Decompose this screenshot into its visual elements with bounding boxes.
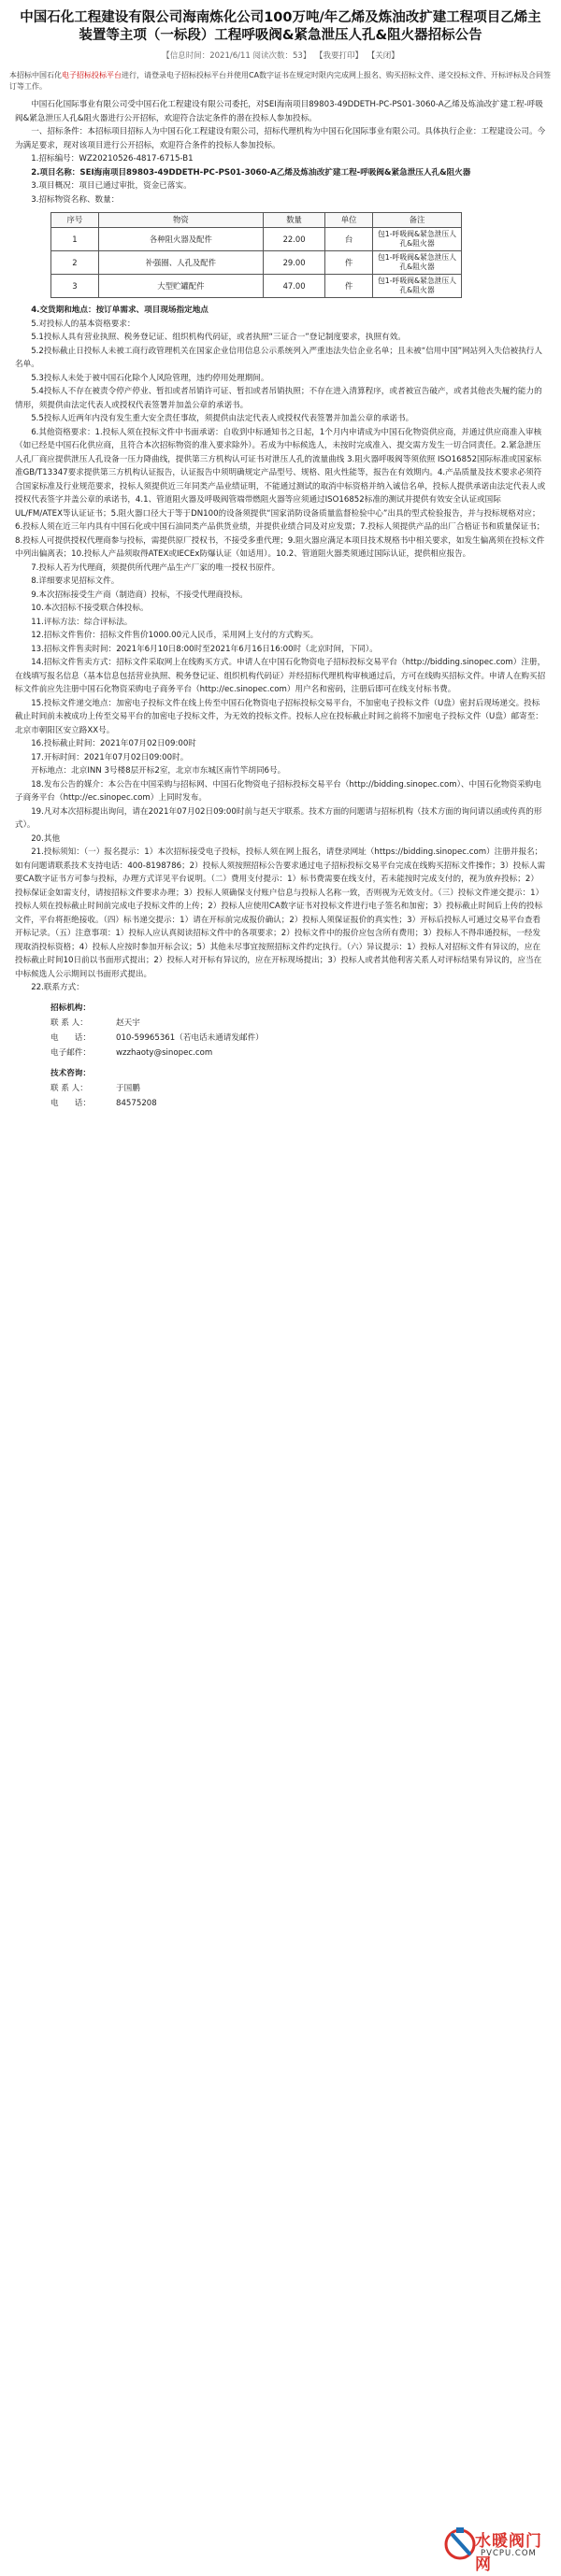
tech-person: 于国鹏 xyxy=(116,1083,140,1093)
col-qty: 数量 xyxy=(263,213,324,228)
platform-notice: 本招标中国石化电子招标投标平台进行，请登录电子招标投标平台并使用CA数字证书在规定时限内完成网上报名、购买招标文件、递交投标文件、开标评标及合同签订等工作。 xyxy=(9,71,552,91)
tech-phone: 84575208 xyxy=(116,1098,157,1108)
section-21: 21.投标须知：（一）报名提示：1）本次招标接受电子投标，投标人须在网上报名，请登录网址（https://bidding.sinopec.com）注册并报名；如有问题请联系技术支持电话：400-8198786；2）投标人须按照招标公告要求通过电子招标投标交易平台完成在线购买招标文件操作；3）投标人需要CA数字证书方可参与投标，办理方式详见平台说明。（二）费用支付提示：1）标书费需要在线支付，若未能按时完成支付的，视为放弃投标；2）投标保证金如需支付，请按招标文件要求办理；3）投标人须确保支付账户信息与投标人名称一致，否则视为无效支付。（三）投标文件递交提示：1）投标人须在投标截止时间前完成电子投标文件的上传；2）投标人应使用CA数字证书对投标文件进行电子签名和加密；3）投标截止时间后上传的投标文件，平台将拒绝接收。（四）标书递交提示：1）请在开标前完成报价确认；2）投标人须保证报价的真实性；3）开标后投标人可通过交易平台查看开标记录。（五）注意事项：1）投标人应认真阅读招标文件中的各项要求；2）投标文件中的报价应包含所有费用；3）投标人不得串通投标，一经发现取消投标资格；4）投标人应按时参加开标会议；5）其他未尽事宜按照招标文件约定执行。（六）异议提示：1）投标人对招标文件有异议的，应在投标截止时间10日前以书面形式提出；2）投标人对开标有异议的，应在开标现场提出；3）投标人或者其他利害关系人对评标结果有异议的，应当在中标候选人公示期间以书面形式提出。 xyxy=(15,847,546,979)
platform-link[interactable]: 电子招标投标平台 xyxy=(62,71,122,79)
col-unit: 单位 xyxy=(325,213,373,228)
table-row: 3 大型贮罐配件 47.00 件 包1-呼吸阀&紧急泄压人孔&阻火器 xyxy=(51,275,462,298)
contact-person-row: 联 系 人： 赵天宇 xyxy=(50,1016,546,1031)
delivery: 4.交货期和地点：按订单需求、项目现场指定地点 xyxy=(31,306,209,315)
tech-label: 技术咨询： xyxy=(50,1068,91,1078)
agency-label: 招标机构： xyxy=(50,1003,91,1013)
section-1: 一、招标条件：本招标项目招标人为中国石化工程建设有限公司，招标代理机构为中国石化国际事业有限公司。具体执行企业：工程建设公司。今为满足要求，现对该项目进行公开招标，欢迎符合条件的投标人参加投标。 xyxy=(15,127,546,150)
other-requirements: 6.其他资格要求：1.投标人须在投标文件中书面承诺：自收到中标通知书之日起，1个月内申请成为中国石化物资供应商，并通过供应商准入审核（如已经是中国石化供应商，且符合本次招标物资的准入要求除外）。若成为中标候选人，未按时完成准入、提交需方发生一切合同责任。2.紧急泄压人孔厂商应提供泄压人孔设备一压力降曲线，提供第三方机构认可证书对泄压人孔的流量曲线 3.阻火器呼吸阀等须依照 ISO16852国际标准或国家标准GB/T13347要求提供第三方机构认证报告，认证报告中须明确规定产品型号、规格、阻火性能等，报告在有效期内。4.产品质量及技术要求必须符合国家标准及行业规范要求，投标人须提供近三年同类产品业绩证明，不能通过测试的取消中标资格并纳入诚信名单，投标人提供承诺由法定代表人或授权代表签字并盖公章的承诺书，4.1、管道阻火器及呼吸阀管端带燃阻火器等应须通过ISO16852标准的测试并提供有效安全认证或国际UL/FM/ATEX等认证证书；5.阻火器口径大于等于DN100的设备须提供“国家消防设备质量监督检验中心”出具的型式检验报告，并与投标规格对应；6.投标人须在近三年内具有中国石化或中国石油同类产品供货业绩，并提供业绩合同及对应发票；7.投标人须提供产品的出厂合格证书和质量保证书；8.投标人可提供授权代理商参与投标，需提供原厂授权书，不接受多重代理；9.阻火器应满足本项目技术规格书中相关要求，如发生偏离须在投标文件中列出偏离表；10.投标人产品须取得ATEX或IECEx防爆认证（如适用）。10.2、管道阻火器类须通过国际认证，提供相应报告。 xyxy=(15,427,546,559)
section-11: 11.评标方法：综合评标法。 xyxy=(31,617,133,627)
watermark-url: PVCPU.COM xyxy=(481,2549,537,2558)
info-time: 【信息时间：2021/6/11 阅读次数：53】 xyxy=(162,51,311,61)
section-19: 19.凡对本次招标提出询问，请在2021年07月02日09:00时前与赵天宇联系。技术方面的问题请与招标机构（技术方面的询问请以函或传真的形式）。 xyxy=(15,806,542,830)
tender-number: 1.招标编号：WZ20210526-4817-6715-B1 xyxy=(31,154,194,164)
site-watermark xyxy=(443,2522,554,2574)
section-7: 7.投标人若为代理商，须提供所代理产品生产厂家的唯一授权书原件。 xyxy=(31,562,280,573)
section-10: 10.本次招标不接受联合体投标。 xyxy=(31,604,149,613)
contact-email-row: 电子邮件： wzzhaoty@sinopec.com xyxy=(50,1046,546,1060)
close-link[interactable]: 【关闭】 xyxy=(367,51,399,61)
announcement-body xyxy=(15,98,546,1111)
qualification-5-5: 5.5投标人近两年内没有发生重大安全责任事故，须提供由法定代表人或授权代表签署并加盖公章的承诺书。 xyxy=(31,414,414,423)
qualification-5-2: 5.2投标截止日投标人未被工商行政管理机关在国家企业信用信息公示系统列入严重违法失信企业名单；且未被“信用中国”网站列入失信被执行人名单。 xyxy=(15,346,542,369)
section-13: 13.招标文件售卖时间：2021年6月10日8:00时至2021年6月16日16:00时（北京时间，下同）。 xyxy=(31,644,378,654)
section-18: 18.发布公告的媒介：本公告在中国采购与招标网、中国石化物资电子招标投标交易平台（http://bidding.sinopec.com）、中国石化物资采购电子商务平台（http://ec.sinopec.com）上同时发布。 xyxy=(15,779,541,803)
section-22: 22.联系方式： xyxy=(31,983,84,992)
section-9: 9.本次招标接受生产商（制造商）投标，不接受代理商投标。 xyxy=(31,590,248,600)
project-overview: 3.项目概况：项目已通过审批，资金已落实。 xyxy=(31,181,192,191)
tech-phone-row: 电 话： 84575208 xyxy=(50,1096,546,1111)
table-header-row xyxy=(51,213,462,228)
col-no: 序号 xyxy=(51,213,99,228)
col-material: 物资 xyxy=(98,213,263,228)
contact-person: 赵天宇 xyxy=(116,1018,140,1028)
contact-phone: 010-59965361（若电话未通请发邮件） xyxy=(116,1032,264,1043)
section-15: 15.投标文件递交地点：加密电子投标文件在线上传至中国石化物资电子招标投标交易平台，不加密电子投标文件（U盘）密封后现场递交。投标截止时间前未被成功上传至交易平台的加密电子投标文件，为无效的投标文件。投标人应在投标截止时间之前将不加密电子投标文件（U盘）邮寄至：北京市朝阳区安立路XX号。 xyxy=(15,698,543,735)
qualification-heading: 5.对投标人的基本资格要求： xyxy=(31,319,136,329)
contact-block xyxy=(50,1001,546,1111)
table-row: 2 补强圈、人孔及配件 29.00 件 包1-呼吸阀&紧急泄压人孔&阻火器 xyxy=(51,251,462,275)
table-row: 1 各种阻火器及配件 22.00 台 包1-呼吸阀&紧急泄压人孔&阻火器 xyxy=(51,228,462,251)
qualification-5-3: 5.3投标人未处于被中国石化除个人风险管理，违约停用处理期间。 xyxy=(31,373,269,383)
contact-email[interactable]: wzzhaoty@sinopec.com xyxy=(116,1047,213,1058)
project-name: 2.项目名称：SEI海南项目89803-49DDETH-PC-PS01-3060-A乙烯及炼油改扩建工程-呼吸阀&紧急泄压人孔&阻火器 xyxy=(31,167,471,178)
tech-person-row: 联 系 人： 于国鹏 xyxy=(50,1081,546,1096)
section-17-location: 开标地点：北京INN 3号楼8层开标2室，北京市东城区南竹竿胡同6号。 xyxy=(31,766,286,776)
section-17: 17.开标时间：2021年07月02日09:00时。 xyxy=(31,752,189,762)
section-16: 16.投标截止时间：2021年07月02日09:00时 xyxy=(31,739,196,748)
qualification-5-4: 5.4投标人不存在被责令停产停业、暂扣或者吊销许可证、暂扣或者吊销执照；不存在进入清算程序，或者被宣告破产，或者其他丧失履约能力的情形，须提供由法定代表人或授权代表签署并加盖公章的承诺书。 xyxy=(15,387,542,410)
section-8: 8.详细要求见招标文件。 xyxy=(31,576,120,586)
items-table xyxy=(50,212,462,298)
qualification-5-1: 5.1投标人具有营业执照、税务登记证、组织机构代码证，或者执照“三证合一”登记制度要求，执照有效。 xyxy=(31,333,406,342)
section-12: 12.招标文件售价：招标文件售价1000.00元人民币，采用网上支付的方式购买。 xyxy=(31,631,319,640)
col-remark: 备注 xyxy=(373,213,462,228)
watermark-text: 水暖阀门网 xyxy=(475,2532,542,2574)
items-heading: 3.招标物资名称、数量： xyxy=(31,194,120,205)
contact-phone-row: 电 话： 010-59965361（若电话未通请发邮件） xyxy=(50,1031,546,1046)
print-link[interactable]: 【我要打印】 xyxy=(315,51,364,61)
page-title: 中国石化工程建设有限公司海南炼化公司100万吨/年乙烯及炼油改扩建工程项目乙烯主装置等主项（一标段）工程呼吸阀&紧急泄压人孔&阻火器招标公告 xyxy=(20,10,541,43)
intro-paragraph: 中国石化国际事业有限公司受中国石化工程建设有限公司委托，对SEI海南项目89803-49DDETH-PC-PS01-3060-A乙烯及炼油改扩建工程-呼吸阀&紧急泄压人孔&阻火器进行公开招标，欢迎符合法定条件的潜在投标人参加投标。 xyxy=(15,100,543,123)
section-14: 14.招标文件售卖方式：招标文件采取网上在线购买方式。申请人在中国石化物资电子招标投标交易平台（http://bidding.sinopec.com）注册，在线填写报名信息（基本信息包括营业执照、税务登记证、组织机构代码证）并经招标代理机构审核通过后，方可在线购买招标文件。申请人在购买招标文件前应先注册中国石化物资采购电子商务平台（http://ec.sinopec.com）用户名和密码，注册后即可在线支付标书费。 xyxy=(15,658,546,694)
meta-bar xyxy=(17,50,544,63)
section-20: 20.其他 xyxy=(31,833,61,844)
